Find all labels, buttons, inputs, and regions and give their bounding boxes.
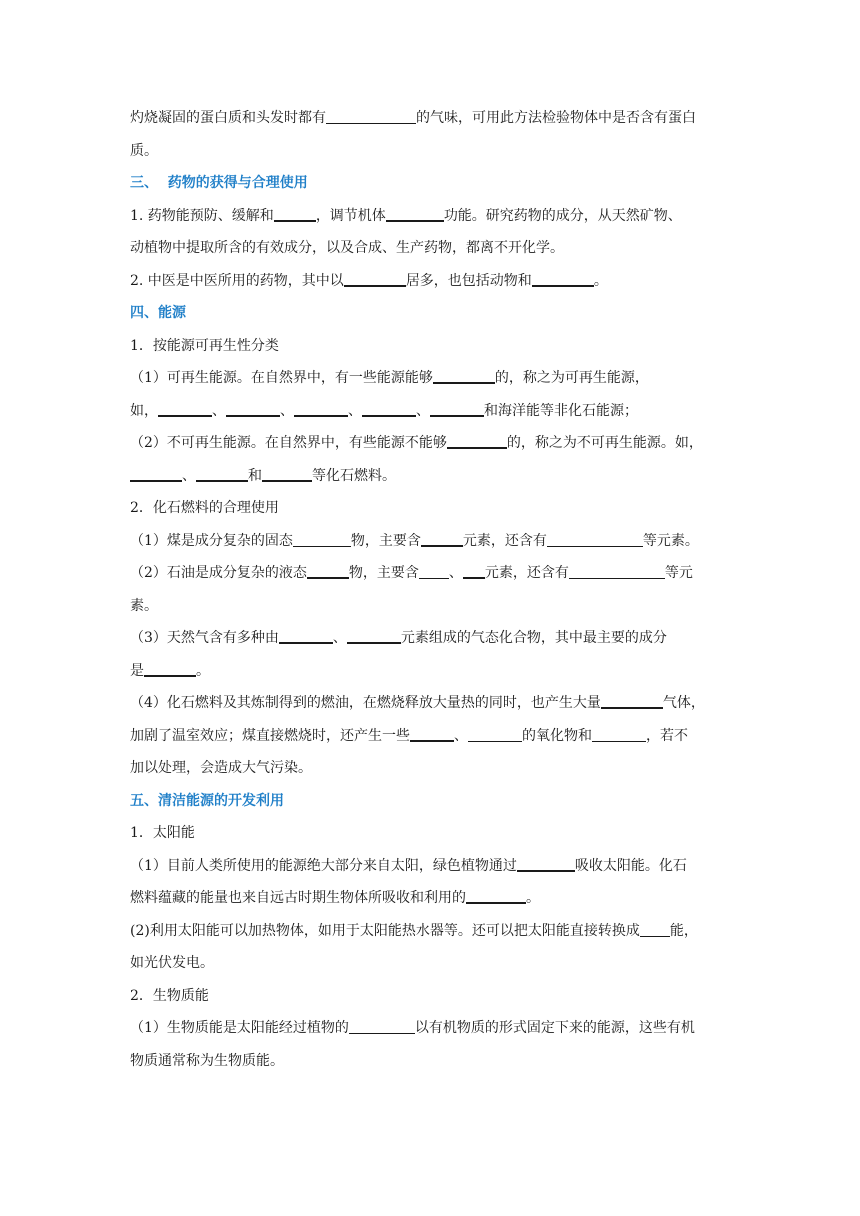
fill-blank[interactable] — [347, 627, 401, 644]
fill-blank[interactable] — [196, 465, 248, 482]
fill-blank[interactable] — [419, 563, 449, 579]
paragraph-line: 素。 — [130, 597, 158, 614]
fill-blank[interactable] — [447, 432, 507, 449]
text: 。 — [593, 272, 608, 289]
fill-blank[interactable] — [293, 531, 351, 547]
text: 元素，还含有 — [462, 532, 547, 549]
fill-blank[interactable] — [349, 1018, 415, 1034]
subsection-title: 2．化石燃料的合理使用 — [130, 500, 279, 516]
fill-blank[interactable] — [601, 692, 663, 709]
section-heading-clean-energy: 五、清洁能源的开发利用 — [130, 792, 284, 809]
text: 、 — [348, 402, 362, 419]
text: 等元素。 — [642, 532, 699, 549]
text: 如， — [130, 402, 158, 419]
subsection-title: 1．太阳能 — [130, 825, 195, 841]
text: （2）不可再生能源。在自然界中，有些能源不能够 — [130, 435, 447, 451]
fill-blank[interactable] — [158, 400, 212, 417]
paragraph-line — [130, 265, 730, 298]
text: 、 — [182, 467, 196, 484]
fill-blank[interactable] — [294, 400, 348, 417]
fill-blank[interactable] — [466, 887, 526, 904]
paragraph-line — [130, 557, 730, 590]
paragraph-line — [130, 882, 730, 915]
paragraph-line — [130, 200, 730, 233]
fill-blank[interactable] — [640, 921, 670, 937]
fill-blank[interactable] — [592, 726, 646, 742]
subsection-title: 2．生物质能 — [130, 987, 209, 1004]
text: 的，称之为不可再生能源。如， — [506, 435, 703, 451]
text: （4）化石燃料及其炼制得到的燃油，在燃烧释放大量热的同时，也产生大量 — [130, 695, 601, 711]
text: 、 — [454, 727, 468, 744]
paragraph-line: 质。 — [130, 142, 158, 159]
text: 。 — [196, 662, 210, 679]
text: 物，主要含 — [350, 532, 421, 549]
paragraph-line — [130, 850, 730, 883]
section-heading-energy: 四、能源 — [130, 305, 186, 321]
paragraph-line — [130, 720, 730, 753]
text: 以有机物质的形式固定下来的能源，这些有机 — [414, 1020, 695, 1036]
paragraph-line — [130, 427, 730, 460]
fill-blank[interactable] — [344, 270, 406, 287]
section-heading-medicine: 三、 药物的获得与合理使用 — [130, 175, 308, 191]
paragraph-line — [130, 362, 730, 395]
text: 和 — [248, 467, 262, 484]
text: （3）天然气含有多种由 — [130, 630, 279, 646]
paragraph-line — [130, 915, 730, 948]
paragraph-line: 动植物中提取所含的有效成分，以及合成、生产药物，都离不开化学。 — [130, 240, 564, 256]
text: 灼烧凝固的蛋白质和头发时都有 — [130, 110, 326, 126]
text: 、 — [332, 630, 347, 646]
paragraph-line: 物质通常称为生物质能。 — [130, 1052, 284, 1069]
paragraph-line — [130, 525, 730, 558]
text: 、 — [416, 402, 430, 419]
document-page — [130, 102, 730, 1077]
text: 居多，也包括动物和 — [405, 272, 532, 289]
text: （1）生物质能是太阳能经过植物的 — [130, 1020, 349, 1036]
paragraph-line — [130, 460, 730, 493]
fill-blank[interactable] — [433, 367, 495, 384]
fill-blank[interactable] — [144, 660, 196, 677]
fill-blank[interactable] — [430, 400, 484, 417]
fill-blank[interactable] — [410, 725, 454, 742]
text: 是 — [130, 662, 144, 679]
paragraph-line — [130, 655, 730, 688]
paragraph-line — [130, 395, 730, 428]
text: 燃料蕴藏的能量也来自远古时期生物体所吸收和利用的 — [130, 890, 466, 906]
text: 气体， — [662, 695, 705, 711]
paragraph-line — [130, 102, 730, 135]
fill-blank[interactable] — [326, 108, 416, 124]
text: （1）煤是成分复杂的固态 — [130, 532, 293, 549]
text: 2. 中医是中医所用的药物，其中以 — [130, 272, 344, 289]
text: 能， — [669, 922, 698, 939]
text: 等化石燃料。 — [312, 467, 396, 484]
paragraph-line — [130, 687, 730, 720]
text: 功能。研究药物的成分，从天然矿物、 — [443, 207, 682, 224]
text: （1）目前人类所使用的能源绝大部分来自太阳，绿色植物通过 — [130, 857, 517, 874]
text: 1. 药物能预防、缓解和 — [130, 207, 274, 224]
fill-blank[interactable] — [532, 270, 594, 287]
fill-blank[interactable] — [307, 562, 349, 579]
fill-blank[interactable] — [362, 400, 416, 417]
text: 吸收太阳能。化石 — [574, 857, 687, 874]
text: 的气味，可用此方法检验物体中是否含有蛋白 — [416, 110, 696, 126]
fill-blank[interactable] — [463, 562, 485, 579]
text: 和海洋能等非化石能源； — [484, 402, 638, 419]
text: ，若不 — [646, 727, 688, 744]
fill-blank[interactable] — [569, 563, 665, 579]
fill-blank[interactable] — [274, 205, 316, 222]
fill-blank[interactable] — [226, 400, 280, 417]
subsection-title: 1．按能源可再生性分类 — [130, 337, 279, 354]
text: 加剧了温室效应；煤直接燃烧时，还产生一些 — [130, 727, 410, 744]
text: 元素组成的气态化合物，其中最主要的成分 — [400, 630, 667, 646]
text: （2）石油是成分复杂的液态 — [130, 565, 307, 581]
paragraph-line — [130, 622, 730, 655]
fill-blank[interactable] — [547, 531, 643, 547]
fill-blank[interactable] — [468, 726, 522, 742]
text: 、 — [212, 402, 226, 419]
text: 、 — [280, 402, 294, 419]
text: ，调节机体 — [315, 207, 386, 224]
fill-blank[interactable] — [262, 465, 312, 482]
text: 。 — [526, 890, 540, 906]
fill-blank[interactable] — [386, 205, 444, 222]
text: 物，主要含 — [348, 565, 419, 581]
text: （1）可再生能源。在自然界中，有一些能源能够 — [130, 370, 433, 386]
paragraph-line — [130, 1012, 730, 1045]
fill-blank[interactable] — [421, 530, 463, 547]
text: 等元 — [664, 565, 693, 581]
fill-blank[interactable] — [130, 465, 182, 482]
paragraph-line: 加以处理，会造成大气污染。 — [130, 760, 312, 776]
text: 的，称之为可再生能源， — [494, 370, 649, 386]
fill-blank[interactable] — [279, 627, 333, 644]
text: 元素，还含有 — [484, 565, 569, 581]
text: 的氧化物和 — [522, 727, 592, 744]
fill-blank[interactable] — [517, 855, 575, 872]
paragraph-line: 如光伏发电。 — [130, 955, 214, 971]
text: 、 — [448, 565, 463, 581]
text: (2)利用太阳能可以加热物体，如用于太阳能热水器等。还可以把太阳能直接转换成 — [130, 922, 640, 939]
